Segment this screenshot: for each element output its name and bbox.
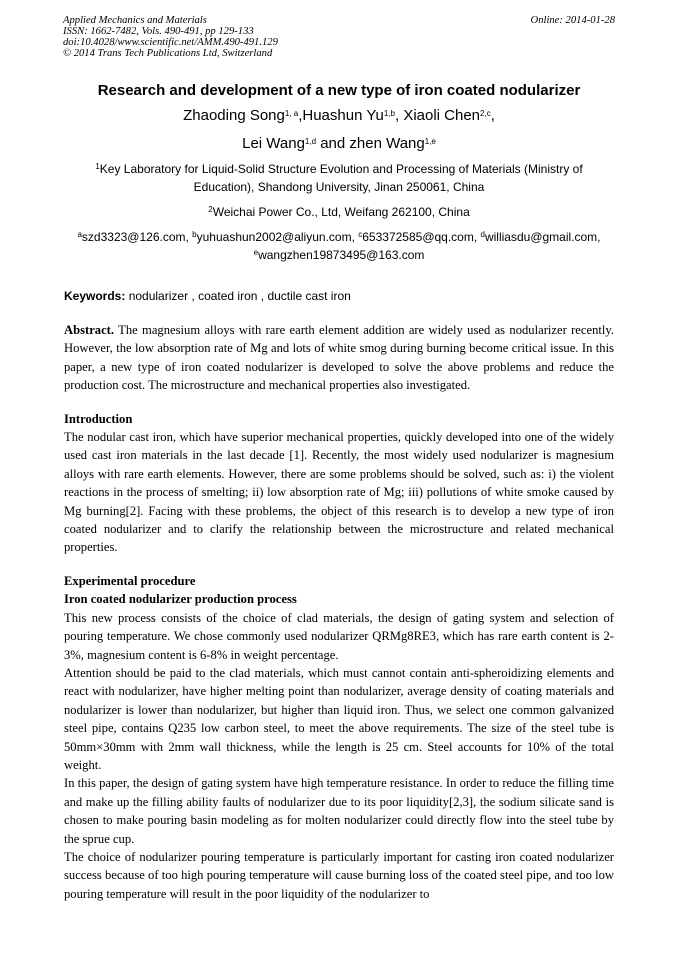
affiliation-2 bbox=[40, 203, 638, 221]
paragraph: In this paper, the design of gating system have high temperature resistance. In order to reduce the filling time and make up the filling ability faults of nodularizer due to its poor liquidity[2,3], the sodium silicate sand is chosen to make pouring basin modeling as for molten nodularizer could directly flow into the steel tube by the sprue cup. bbox=[64, 776, 614, 846]
author: Zhaoding Song bbox=[183, 107, 285, 124]
paper-body bbox=[64, 321, 614, 903]
email: williasdu@gmail.com, bbox=[484, 230, 601, 244]
doi: doi:10.4028/www.scientific.net/AMM.490-491.129 bbox=[63, 37, 278, 48]
keywords bbox=[64, 289, 351, 303]
abstract-label: Abstract. bbox=[64, 323, 115, 337]
author: Lei Wang bbox=[242, 135, 305, 152]
author-sup: 1,b bbox=[383, 109, 395, 118]
paragraph: Attention should be paid to the clad materials, which must cannot contain anti-spheroidizing elements and react with nodularizer, have higher melting point than nodularizer, average density of coating materials and nodularizer is lower than nodularizer, but higher than liquid iron. Thus, we select one common galvanized steel pipe, contains Q235 low carbon steel, to meet the above requirements. The size of the steel tube is 50mm×30mm with 2mm wall thickness, while the length is 25 cm. Steel accounts for 10% of the total weight. bbox=[64, 665, 614, 772]
email-sup: d bbox=[480, 230, 485, 239]
keywords-label: Keywords: bbox=[64, 289, 126, 303]
author-sup: 2,c bbox=[480, 109, 491, 118]
copyright: © 2014 Trans Tech Publications Ltd, Switzerland bbox=[63, 48, 273, 59]
keywords-text: nodularizer , coated iron , ductile cast iron bbox=[125, 289, 351, 303]
section-heading: Experimental procedure bbox=[64, 573, 196, 588]
email-sup: c bbox=[358, 230, 363, 239]
email: wangzhen19873495@163.com bbox=[258, 248, 425, 262]
author: zhen Wang bbox=[349, 135, 425, 152]
affiliation-sup: 2 bbox=[208, 205, 213, 214]
paper-title: Research and development of a new type of iron coated nodularizer bbox=[97, 82, 581, 99]
issn: ISSN: 1662-7482, Vols. 490-491, pp 129-133 bbox=[63, 26, 254, 37]
abstract bbox=[64, 321, 614, 395]
separator: and bbox=[316, 135, 350, 152]
email-sup: a bbox=[77, 230, 82, 239]
author-list bbox=[40, 104, 638, 156]
author-sup: 1, a bbox=[284, 109, 299, 118]
separator: , bbox=[490, 107, 495, 124]
subsection-heading: Iron coated nodularizer production process bbox=[64, 592, 297, 607]
abstract-text: The magnesium alloys with rare earth element addition are widely used as nodularizer recently. However, the low absorption rate of Mg and lots of white smog during burning become critical issue. In this paper, a new type of iron coated nodularizer is developed to solve the above problems and reduce the production cost. The microstructure and mechanical properties also investigated. bbox=[64, 323, 614, 393]
paragraph: This new process consists of the choice of clad materials, the design of gating system and selection of pouring temperature. We chose commonly used nodularizer QRMg8RE3, which has rare earth content is 2-3%, magnesium content is 6-8% in weight percentage. bbox=[64, 610, 614, 662]
emails bbox=[50, 228, 628, 264]
affiliation-text: Key Laboratory for Liquid-Solid Structure Evolution and Processing of Materials (Ministry of Education), Shandong University, Jinan 250061, China bbox=[99, 162, 583, 194]
author: Xiaoli Chen bbox=[403, 107, 481, 124]
section-heading: Introduction bbox=[64, 411, 133, 426]
email: yuhuashun2002@aliyun.com, bbox=[196, 230, 359, 244]
affiliation-text: Weichai Power Co., Ltd, Weifang 262100, China bbox=[212, 205, 470, 219]
journal-header bbox=[63, 15, 615, 59]
email: szd3323@126.com, bbox=[81, 230, 193, 244]
separator: , bbox=[394, 107, 404, 124]
affiliation-sup: 1 bbox=[95, 162, 100, 171]
author: Huashun Yu bbox=[302, 107, 384, 124]
affiliation-1 bbox=[80, 160, 598, 196]
email-sup: e bbox=[253, 248, 259, 257]
author-sup: 1,e bbox=[424, 137, 436, 146]
author-sup: 1,d bbox=[304, 137, 317, 146]
paragraph: The choice of nodularizer pouring temperature is particularly important for casting iron coated nodularizer success because of too high pouring temperature will cause burning loss of the coated steel pipe, and too low pouring temperature will result in the poor liquidity of the nodularizer to bbox=[64, 849, 614, 901]
email: 653372585@qq.com, bbox=[362, 230, 481, 244]
journal-name: Applied Mechanics and Materials bbox=[63, 15, 207, 26]
paragraph: The nodular cast iron, which have superior mechanical properties, quickly developed into one of the widely used cast iron materials in the last decade [1]. Recently, the most widely used nodularizer is magnesium alloys with rare earth elements. However, there are some problems should be solved, such as: i) the violent reactions in the process of smelting; ii) low absorption rate of Mg; iii) pollutions of white smoke caused by Mg burning[2]. Facing with these problems, the object of this research is to develop a new type of iron coated nodularizer and to clarify the relationship between the microstructure and related mechanical properties. bbox=[64, 430, 614, 555]
separator: , bbox=[298, 107, 303, 124]
online-date: Online: 2014-01-28 bbox=[530, 15, 615, 26]
email-sup: b bbox=[192, 230, 197, 239]
